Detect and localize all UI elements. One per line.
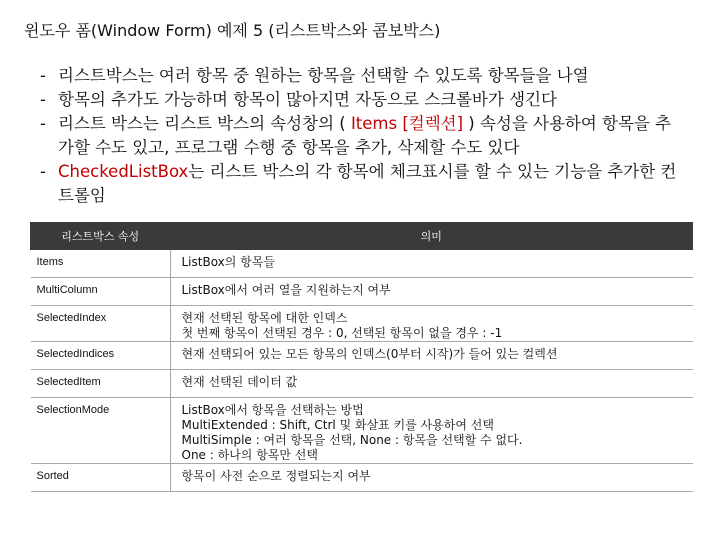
bullet-text [58, 112, 680, 160]
meaning-line: 현재 선택된 항목에 대한 인덱스 [181, 311, 348, 325]
property-meaning [170, 306, 693, 342]
property-name: SelectedIndex [31, 306, 171, 342]
property-meaning [170, 278, 693, 306]
property-meaning [170, 342, 693, 370]
page-title: 윈도우 폼(Window Form) 예제 5 (리스트박스와 콤보박스) [24, 21, 441, 40]
property-meaning [170, 398, 693, 464]
table-row [31, 278, 693, 306]
checkedlistbox-highlight: CheckedListBox [58, 162, 189, 181]
bullet-item [40, 160, 680, 208]
property-name: Items [31, 250, 171, 278]
header-property: 리스트박스 속성 [31, 223, 171, 250]
meaning-line: MultiExtended : Shift, Ctrl 및 화살표 키를 사용하여 선택 [181, 418, 494, 432]
items-collection-highlight: Items [컬렉션] [350, 114, 464, 133]
property-meaning [170, 370, 693, 398]
property-meaning [170, 464, 693, 492]
meaning-line: 첫 번째 항목이 선택된 경우 : 0, 선택된 항목이 없을 경우 : -1 [181, 326, 503, 340]
meaning-line: ListBox의 항목들 [181, 255, 275, 269]
table-row [31, 250, 693, 278]
property-name: SelectedIndices [31, 342, 171, 370]
property-name: SelectionMode [31, 398, 171, 464]
bullet-text-after: ) 속성을 사용하여 항목을 추가할 수도 있고, 프로그램 수행 중 항목을 추가, 삭제할 수도 있다 [58, 114, 672, 157]
property-name: Sorted [31, 464, 171, 492]
property-name: SelectedItem [31, 370, 171, 398]
bullet-text [58, 160, 680, 208]
bullet-text-before: 리스트 박스는 리스트 박스의 속성창의 ( [58, 114, 351, 133]
bullet-dash: - [40, 114, 46, 133]
bullet-text: 리스트박스는 여러 항목 중 원하는 항목을 선택할 수 있도록 항목들을 나열 [58, 66, 589, 85]
bullet-text-after: 는 리스트 박스의 각 항목에 체크표시를 할 수 있는 기능을 추가한 컨트롤임 [58, 162, 677, 205]
table-header-row [31, 223, 693, 250]
header-meaning: 의미 [170, 223, 693, 250]
table-row [31, 464, 693, 492]
property-meaning [170, 250, 693, 278]
meaning-line: ListBox에서 항목을 선택하는 방법 [181, 403, 364, 417]
table-row [31, 370, 693, 398]
meaning-line: ListBox에서 여러 열을 지원하는지 여부 [181, 283, 391, 297]
property-name: MultiColumn [31, 278, 171, 306]
meaning-line: 현재 선택되어 있는 모든 항목의 인덱스(0부터 시작)가 들어 있는 컬렉션 [181, 347, 558, 361]
table-row [31, 398, 693, 464]
bullet-item [40, 64, 680, 88]
meaning-line: MultiSimple : 여러 항목을 선택, None : 항목을 선택할 수 없다. [181, 433, 523, 447]
bullet-item [40, 112, 680, 160]
bullet-dash: - [40, 90, 46, 109]
meaning-line: 현재 선택된 데이터 값 [181, 375, 298, 389]
bullet-dash: - [40, 66, 46, 85]
bullet-list [40, 64, 680, 208]
bullet-item [40, 88, 680, 112]
bullet-dash: - [40, 162, 46, 181]
meaning-line: 항목이 사전 순으로 정렬되는지 여부 [181, 469, 371, 483]
listbox-properties-table [30, 222, 693, 492]
table-row [31, 306, 693, 342]
meaning-line: One : 하나의 항목만 선택 [181, 448, 318, 462]
table-row [31, 342, 693, 370]
bullet-text: 항목의 추가도 가능하며 항목이 많아지면 자동으로 스크롤바가 생긴다 [58, 90, 557, 109]
